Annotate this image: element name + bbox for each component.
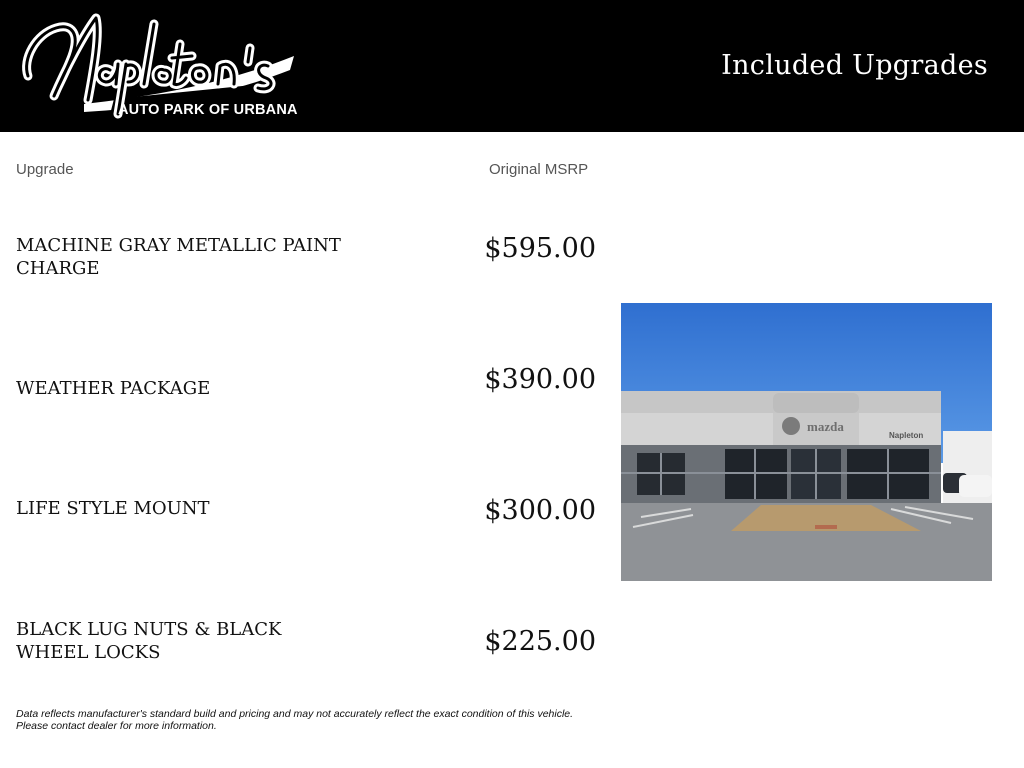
sign-brand: mazda xyxy=(807,419,844,434)
disclaimer-line: Data reflects manufacturer's standard build and pricing and may not accurately reflect the exact condition of this vehicle. xyxy=(16,708,574,720)
disclaimer xyxy=(16,708,616,732)
logo-tagline: AUTO PARK OF URBANA xyxy=(118,102,298,118)
dealership-photo xyxy=(621,303,992,581)
upgrade-price: $390.00 xyxy=(484,364,596,395)
sign-dealer: Napleton xyxy=(889,431,924,440)
upgrade-name: WEATHER PACKAGE xyxy=(16,378,211,399)
header-bar xyxy=(0,0,1024,132)
upgrade-name: MACHINE GRAY METALLIC PAINT CHARGE xyxy=(16,235,341,279)
column-header-msrp: Original MSRP xyxy=(489,161,589,178)
upgrade-price: $225.00 xyxy=(484,626,596,657)
upgrade-price: $595.00 xyxy=(484,233,596,264)
upgrade-price: $300.00 xyxy=(484,495,596,526)
disclaimer-line: Please contact dealer for more information. xyxy=(16,720,217,732)
page-title: Included Upgrades xyxy=(721,50,988,81)
napletons-logo-graphic xyxy=(14,4,304,128)
dealer-logo xyxy=(14,4,304,128)
upgrade-name: BLACK LUG NUTS & BLACK WHEEL LOCKS xyxy=(16,619,282,663)
column-header-upgrade: Upgrade xyxy=(16,161,74,178)
upgrade-name: LIFE STYLE MOUNT xyxy=(16,498,210,519)
